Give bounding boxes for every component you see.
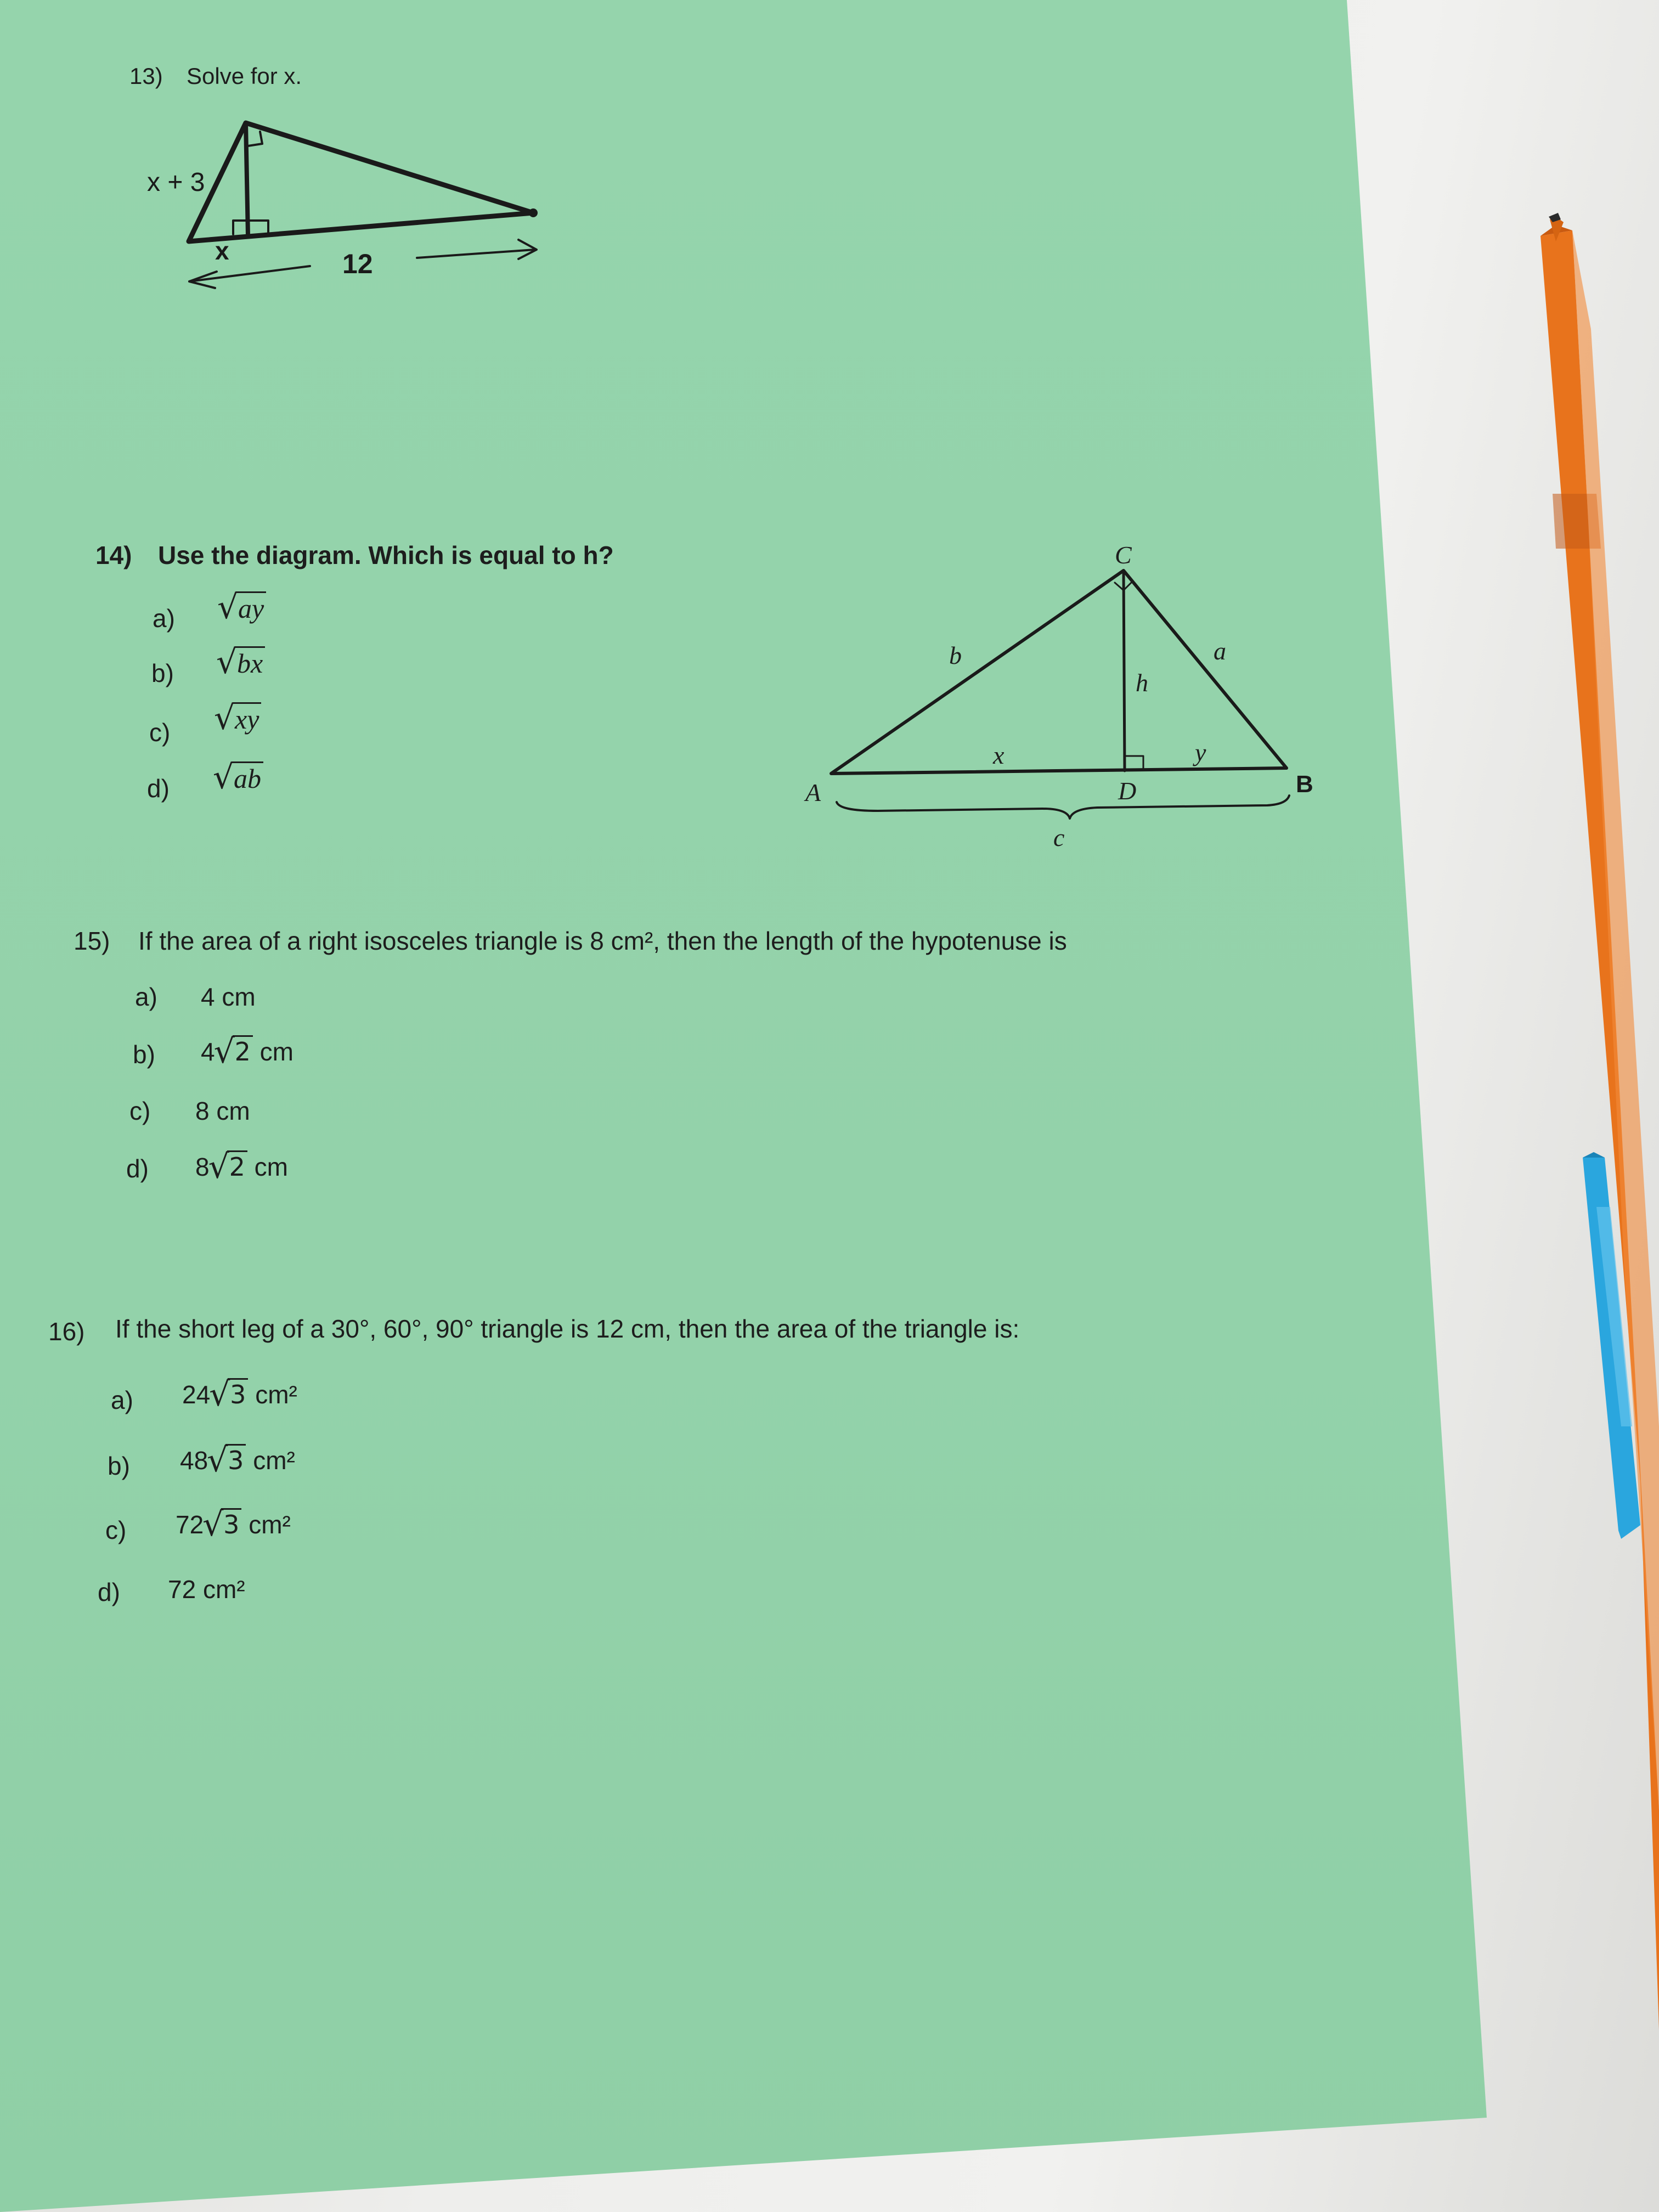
q14-altitude bbox=[1124, 571, 1125, 771]
q15-choice-letter: d) bbox=[126, 1154, 149, 1183]
q14-choice-letter: d) bbox=[147, 774, 170, 803]
q15-prompt: If the area of a right isosceles triangle is 8 cm², then the length of the hypotenuse is bbox=[138, 927, 1067, 955]
q14-label-b: b bbox=[949, 641, 962, 669]
q15-choice-value bbox=[195, 1152, 288, 1182]
q14-label-C: C bbox=[1115, 541, 1132, 569]
q16-choice-letter: a) bbox=[111, 1386, 133, 1414]
q16-unit: cm² bbox=[249, 1510, 291, 1539]
q15-radicand: 2 bbox=[233, 1035, 253, 1066]
q15-coef: 8 bbox=[195, 1153, 210, 1181]
q13-number: 13) bbox=[129, 63, 163, 89]
q15-coef: 4 bbox=[201, 1037, 215, 1066]
q14-right-angle-foot bbox=[1126, 756, 1143, 770]
q15-choice-letter: a) bbox=[135, 983, 157, 1011]
q13-label-hyp: x + 3 bbox=[147, 168, 205, 197]
q14-label-y: y bbox=[1195, 738, 1206, 766]
q15-choice-letter: c) bbox=[129, 1097, 151, 1125]
q16-prompt: If the short leg of a 30°, 60°, 90° triangle is 12 cm, then the area of the triangle is: bbox=[115, 1314, 1020, 1343]
q14-radicand: ay bbox=[236, 591, 266, 624]
q16-choice-unit: 72 cm² bbox=[168, 1575, 245, 1604]
q15-unit: cm bbox=[254, 1153, 288, 1181]
q13-prompt: Solve for x. bbox=[187, 63, 302, 89]
q16-radicand: 3 bbox=[225, 1444, 246, 1475]
q14-number: 14) bbox=[95, 541, 132, 569]
q15-choice-unit: 4 cm bbox=[201, 983, 256, 1011]
q16-coef: 24 bbox=[182, 1380, 211, 1409]
q14-brace-c bbox=[837, 795, 1289, 819]
q14-label-A: A bbox=[805, 778, 821, 806]
q14-triangle bbox=[831, 571, 1286, 774]
q15-choice-letter: b) bbox=[133, 1040, 155, 1069]
q16-choice-value bbox=[180, 1446, 295, 1475]
q15-number: 15) bbox=[74, 927, 110, 955]
q13-label-base: 12 bbox=[342, 249, 373, 279]
q16-coef: 48 bbox=[180, 1446, 208, 1475]
q14-choice-letter: b) bbox=[151, 659, 174, 687]
q16-unit: cm² bbox=[255, 1380, 297, 1409]
q14-radicand: xy bbox=[233, 702, 261, 735]
q16-number: 16) bbox=[48, 1317, 85, 1346]
q15-choice-unit: 8 cm bbox=[195, 1097, 250, 1125]
q14-radicand: ab bbox=[232, 761, 263, 794]
q15-radicand: 2 bbox=[227, 1150, 247, 1182]
q14-label-D: D bbox=[1118, 777, 1137, 805]
q16-choice-letter: c) bbox=[105, 1516, 127, 1544]
q14-radicand: bx bbox=[235, 646, 265, 679]
q16-radicand: 3 bbox=[221, 1508, 241, 1539]
q16-choice-value bbox=[182, 1380, 297, 1409]
q16-choice-letter: d) bbox=[98, 1578, 120, 1606]
q16-unit: cm² bbox=[253, 1446, 295, 1475]
q14-choice-letter: a) bbox=[153, 604, 175, 633]
q15-unit: cm bbox=[259, 1037, 294, 1066]
q14-label-B: B bbox=[1296, 771, 1313, 798]
q14-label-x: x bbox=[993, 741, 1005, 769]
q13-label-seg: x bbox=[215, 236, 229, 265]
q14-label-c: c bbox=[1053, 823, 1065, 851]
q14-label-a: a bbox=[1214, 637, 1226, 665]
q14-label-h: h bbox=[1136, 669, 1148, 697]
q14-choice-letter: c) bbox=[149, 718, 171, 747]
q15-choice-value bbox=[201, 1037, 294, 1066]
q16-radicand: 3 bbox=[228, 1378, 248, 1409]
q16-choice-letter: b) bbox=[108, 1452, 130, 1480]
q16-coef: 72 bbox=[176, 1510, 204, 1539]
q16-choice-value bbox=[176, 1510, 291, 1539]
q14-prompt: Use the diagram. Which is equal to h? bbox=[158, 541, 614, 569]
